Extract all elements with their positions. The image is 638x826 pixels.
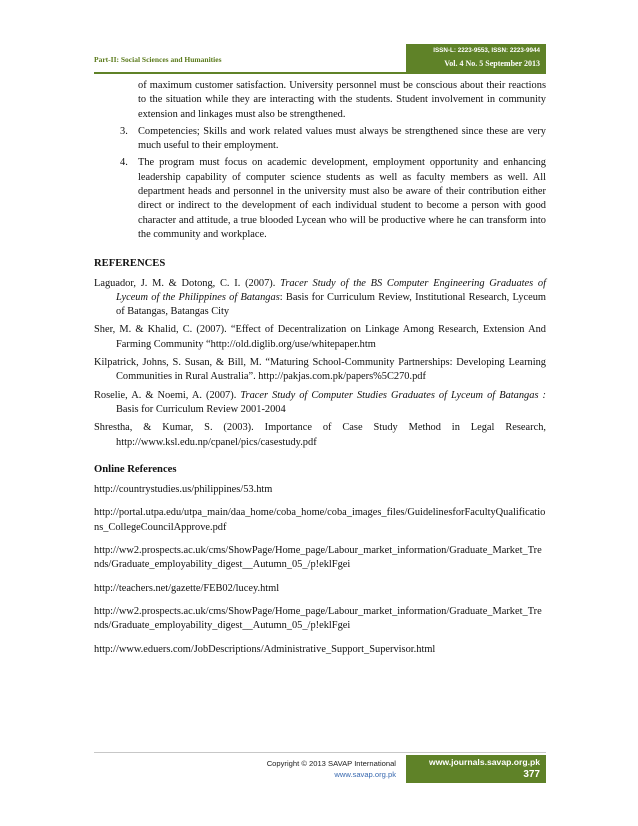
list-item: [94, 156, 546, 242]
ref-title: Tracer Study of Computer Studies Graduates of Lyceum of Batangas :: [240, 389, 546, 401]
page-footer: [94, 752, 546, 784]
ref-text: Roselie, A. & Noemi, A. (2007).: [94, 389, 241, 401]
header-divider: [94, 72, 546, 74]
online-link[interactable]: http://teachers.net/gazette/FEB02/lucey.html: [94, 582, 280, 594]
list-number: 3.: [120, 125, 128, 137]
reference-item: [94, 356, 546, 385]
list-text: The program must focus on academic development, employment opportunity and enhancing leadership capability of computer science students as well as faculty members as well. All department heads and personnel in the university must also be aware of their contribution either direct or indirect to the development of each individual student to become a person with good character and attitude, a true blooded Lycean who will be productive where he can transform into the community and workplace.: [138, 157, 546, 240]
reference-item: [94, 389, 546, 418]
journal-footer-box: [406, 755, 546, 783]
online-references-heading: Online References: [94, 463, 177, 475]
ref-text: Shrestha, & Kumar, S. (2003). Importance of Case Study Method in Legal Research, http://www.ksl.edu.np/cpanel/pics/casestudy.pdf: [94, 422, 546, 448]
online-link[interactable]: http://portal.utpa.edu/utpa_main/daa_home/coba_home/coba_images_files/GuidelinesforFacultyQualifications_CollegeCouncilApprove.pdf: [94, 507, 546, 533]
online-link[interactable]: http://www.eduers.com/JobDescriptions/Administrative_Support_Supervisor.html: [94, 643, 436, 655]
volume-text: Vol. 4 No. 5 September 2013: [444, 59, 540, 68]
ref-title: Tracer Study of the BS Computer Engineering Graduates of Lyceum of the Philippines of Batangas: [116, 277, 546, 303]
online-link[interactable]: http://countrystudies.us/philippines/53.htm: [94, 484, 273, 496]
site-link[interactable]: www.savap.org.pk: [334, 770, 396, 779]
copyright-block: [267, 758, 396, 780]
online-link[interactable]: http://ww2.prospects.ac.uk/cms/ShowPage/Home_page/Labour_market_information/Graduate_Market_Trends/Graduate_employability_digest__Autumn_05_/p!eklFgei: [94, 605, 542, 632]
journal-info-box: [406, 44, 546, 74]
ref-text: Laguador, J. M. & Dotong, C. I. (2007).: [94, 277, 281, 289]
journal-link[interactable]: www.journals.savap.org.pk: [429, 757, 540, 767]
page-content: [94, 79, 546, 666]
issn-text: ISSN-L: 2223-9553, ISSN: 2223-9944: [433, 47, 540, 54]
continuation-paragraph: of maximum customer satisfaction. University personnel must be conscious about their reactions to the situation while they are interacting with the students. Student involvement in community extension and linkages must also be strengthened.: [138, 80, 546, 120]
list-item: [94, 125, 546, 154]
ref-text: Kilpatrick, Johns, S. Susan, & Bill, M. “Maturing School-Community Partnerships: Developing Learning Communities in Rural Australia”. http://pakjas.com.pk/papers%5C270.pdf: [94, 357, 546, 383]
section-title: Part-II: Social Sciences and Humanities: [94, 55, 222, 64]
references-heading: REFERENCES: [94, 258, 166, 270]
ref-text: : Basis for Curriculum Review, Institutional Research, Lyceum of Batangas, Batangas City: [116, 291, 547, 318]
page-number: 377: [523, 769, 540, 780]
ref-text: Basis for Curriculum Review 2001-2004: [116, 403, 286, 415]
copyright-text: Copyright © 2013 SAVAP International: [266, 759, 396, 768]
ref-text: Sher, M. & Khalid, C. (2007). “Effect of Decentralization on Linkage Among Research, Extension And Farming Community “http://old.diglib.org/use/whitepaper.htm: [94, 324, 546, 350]
list-number: 4.: [120, 157, 128, 169]
online-link[interactable]: http://ww2.prospects.ac.uk/cms/ShowPage/Home_page/Labour_market_information/Graduate_Market_Trends/Graduate_employability_digest__Autumn_05_/p!eklFgei: [94, 545, 542, 571]
reference-item: [94, 323, 546, 352]
recommendation-list: [94, 125, 546, 242]
page-header: [94, 44, 546, 74]
reference-item: [94, 421, 546, 450]
reference-item: [94, 277, 546, 320]
list-text: Competencies; Skills and work related values must always be strengthened since these are very much useful to their employment.: [138, 125, 546, 152]
footer-divider: [94, 752, 546, 753]
